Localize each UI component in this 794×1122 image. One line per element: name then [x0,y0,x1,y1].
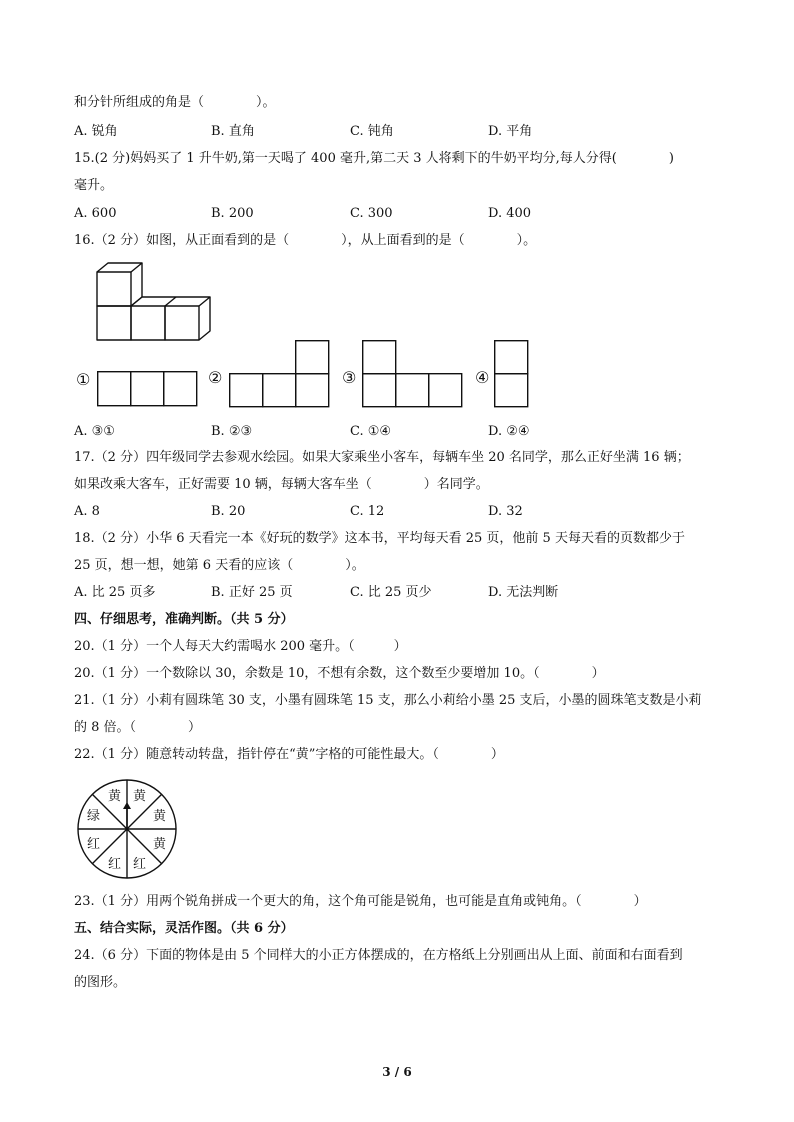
q16-options [74,423,734,441]
q15-option-b[interactable]: B. 200 [211,206,254,221]
q16-cube-figure [88,258,228,348]
q15-text-1: 15.(2 分)妈妈买了 1 升牛奶,第一天喝了 400 毫升,第二天 3 人将剩下的牛奶平均分,每人分得( ) [74,151,674,166]
q18-text-1: 18.（2 分）小华 6 天看完一本《好玩的数学》这本书，平均每天看 25 页，他前 5 天每天看的页数都少于 [74,531,685,546]
q15-option-d[interactable]: D. 400 [488,206,532,221]
q18-option-a[interactable]: A. 比 25 页多 [74,585,156,600]
wheel-label-3: 黄 [153,809,167,824]
q23-text: 23.（1 分）用两个锐角拼成一个更大的角，这个角可能是锐角，也可能是直角或钝角。（ ） [74,894,647,909]
view-label-4: ④ [475,368,490,387]
q17-options [74,503,734,521]
view-figure-1 [97,371,199,407]
q14-option-d[interactable]: D. 平角 [488,124,533,139]
section-4-heading: 四、仔细思考，准确判断。（共 5 分） [74,612,294,627]
q14-option-c[interactable]: C. 钝角 [350,124,394,139]
section-5-heading: 五、结合实际，灵活作图。（共 6 分） [74,921,294,936]
wheel-label-5: 红 [133,857,147,872]
q17-option-d[interactable]: D. 32 [488,504,523,519]
q14-option-a[interactable]: A. 锐角 [74,124,118,139]
q14-option-b[interactable]: B. 直角 [211,124,255,139]
q17-text-2: 如果改乘大客车，正好需要 10 辆，每辆大客车坐（ ）名同学。 [74,477,489,492]
q19-text: 20.（1 分）一个人每天大约需喝水 200 毫升。（ ） [74,639,407,654]
q14-options [74,123,734,141]
spinner-wheel [76,778,178,880]
q16-option-b[interactable]: B. ②③ [211,424,253,439]
view-figure-3 [362,339,466,409]
q21-text-2: 的 8 倍。（ ） [74,720,202,735]
q20-text: 20.（1 分）一个数除以 30，余数是 10，不想有余数，这个数至少要增加 10。（ ） [74,666,605,681]
view-figure-2 [229,339,333,409]
q16-option-a[interactable]: A. ③① [74,424,115,439]
q18-text-2: 25 页，想一想，她第 6 天看的应该（ ）。 [74,558,365,573]
q17-option-c[interactable]: C. 12 [350,504,385,519]
q24-text-2: 的图形。 [74,975,127,990]
view-label-2: ② [208,368,223,387]
wheel-label-7: 红 [87,837,101,852]
q21-text-1: 21.（1 分）小莉有圆珠笔 30 支，小墨有圆珠笔 15 支，那么小莉给小墨 25 支后，小墨的圆珠笔支数是小莉 [74,693,702,708]
wheel-label-1: 黄 [108,789,122,804]
q24-text-1: 24.（6 分）下面的物体是由 5 个同样大的小正方体摆成的，在方格纸上分别画出从上面、前面和右面看到 [74,948,683,963]
view-label-1: ① [76,370,91,389]
q18-option-b[interactable]: B. 正好 25 页 [211,585,293,600]
q16-option-c[interactable]: C. ①④ [350,424,392,439]
q17-text-1: 17.（2 分）四年级同学去参观水绘园。如果大家乘坐小客车，每辆车坐 20 名同学，那么正好坐满 16 辆； [74,450,690,465]
q16-text-1: 16.（2 分）如图，从正面看到的是（ ），从上面看到的是（ ）。 [74,233,537,248]
q16-option-d[interactable]: D. ②④ [488,424,530,439]
q18-option-c[interactable]: C. 比 25 页少 [350,585,432,600]
q17-option-a[interactable]: A. 8 [74,504,100,519]
q18-option-d[interactable]: D. 无法判断 [488,585,559,600]
q17-option-b[interactable]: B. 20 [211,504,246,519]
page-number: 3 / 6 [382,1065,412,1079]
view-label-3: ③ [342,368,357,387]
view-figure-4 [494,339,530,409]
q22-text: 22.（1 分）随意转动转盘，指针停在“黄”字格的可能性最大。（ ） [74,747,504,762]
q15-text-2: 毫升。 [74,178,114,193]
wheel-label-8: 绿 [87,809,101,824]
q18-options [74,584,734,602]
wheel-label-4: 黄 [153,837,167,852]
q15-options [74,205,734,223]
q14-continuation: 和分针所组成的角是（ ）。 [74,95,276,110]
wheel-label-6: 红 [108,857,122,872]
wheel-label-2: 黄 [133,789,147,804]
q15-option-a[interactable]: A. 600 [74,206,117,221]
q15-option-c[interactable]: C. 300 [350,206,393,221]
